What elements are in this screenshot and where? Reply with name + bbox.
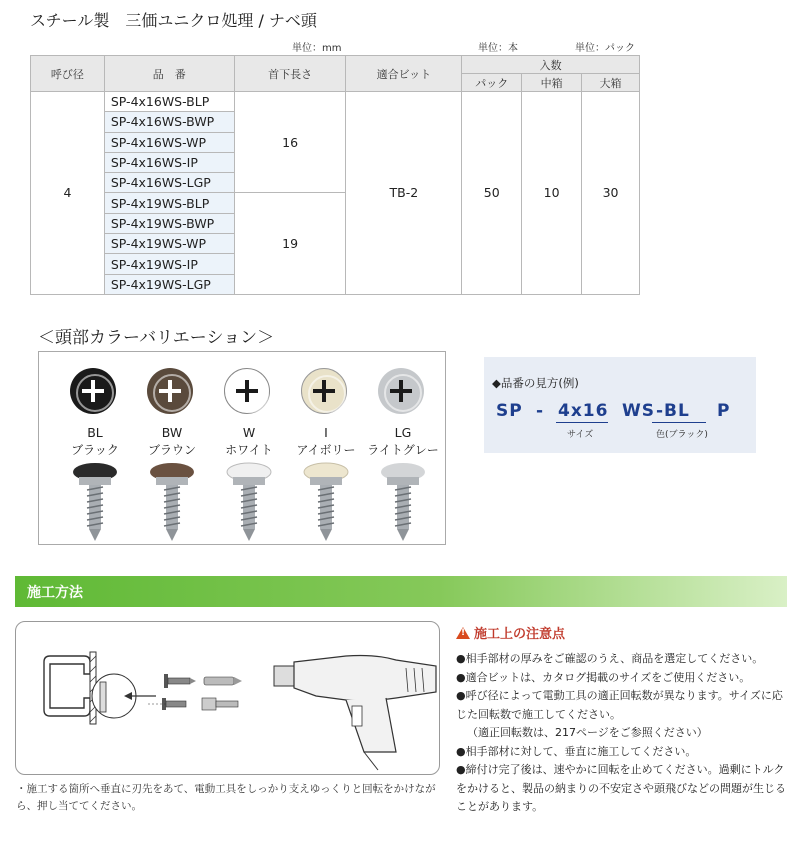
caution-item: ●締付け完了後は、速やかに回転を止めてください。過剰にトルクをかけると、製品の納まりの不安定さや頭飛びなどの問題が生じることがあります。 [456, 763, 786, 813]
color-chip [57, 352, 133, 546]
guide-part: -BL [656, 401, 690, 421]
screw-head-icon [224, 368, 270, 414]
part-number: SP-4x16WS-WP [104, 132, 234, 152]
color-chip [365, 352, 441, 546]
guide-part: WS [622, 401, 655, 421]
color-name: ライトグレー [367, 443, 439, 457]
part-number-guide [484, 357, 756, 453]
part-number: SP-4x19WS-IP [104, 254, 234, 274]
cell-qty-large: 30 [582, 92, 640, 295]
header-medium: 中箱 [522, 74, 582, 92]
color-chip [288, 352, 364, 546]
color-variation-title: ＜頭部カラーバリエーション＞ [38, 328, 275, 348]
color-name: ブラック [71, 443, 119, 457]
screw-icon [379, 460, 427, 542]
unit-hon-label: 単位：本 [478, 43, 518, 54]
caution-item: ●呼び径によって電動工具の適正回転数が異なります。サイズに応じた回転数で施工してください。 [456, 689, 783, 721]
cell-length: 19 [234, 193, 346, 294]
screw-icon [71, 460, 119, 542]
method-note: ・施工する箇所へ垂直に刃先をあて、電動工具をしっかり支えゆっくりと回転をかけながら、押し当ててください。 [16, 783, 436, 812]
color-label: 色(ブラック) [656, 430, 708, 440]
caution-item: ●相手部材の厚みをご確認のうえ、商品を選定してください。 [456, 652, 764, 665]
color-chip [134, 352, 210, 546]
caution-item: （適正回転数は、217ページをご参照ください） [467, 726, 708, 739]
unit-mm-label: 単位：mm [292, 43, 342, 54]
caution-header [456, 623, 565, 642]
part-number: SP-4x19WS-WP [104, 234, 234, 254]
part-number: SP-4x16WS-IP [104, 152, 234, 172]
header-pack: パック [462, 74, 522, 92]
guide-part: SP [496, 401, 523, 421]
part-number: SP-4x16WS-BLP [104, 92, 234, 112]
color-variation-panel [38, 351, 446, 545]
method-title: 施工方法 [27, 585, 83, 601]
header-large: 大箱 [582, 74, 640, 92]
color-code: I [324, 425, 328, 440]
cell-bit: TB-2 [346, 92, 462, 295]
header-qty: 入数 [462, 56, 640, 74]
color-code: W [242, 425, 256, 440]
header-diameter: 呼び径 [31, 56, 105, 92]
part-number: SP-4x16WS-BWP [104, 112, 234, 132]
cell-diameter: 4 [31, 92, 105, 295]
guide-part: 4x16 [558, 401, 609, 421]
screw-icon [148, 460, 196, 542]
part-number: SP-4x19WS-LGP [104, 274, 234, 294]
unit-pack-label: 単位：パック [575, 43, 635, 54]
color-chip [211, 352, 287, 546]
screw-icon [225, 460, 273, 542]
cell-qty-medium: 10 [522, 92, 582, 295]
header-length: 首下長さ [234, 56, 346, 92]
color-code: LG [394, 425, 412, 440]
header-part: 品 番 [104, 56, 234, 92]
screw-head-icon [301, 368, 347, 414]
installation-diagram [16, 622, 439, 774]
size-underline [556, 422, 608, 423]
guide-label: ◆品番の見方(例) [492, 376, 579, 390]
method-section-header [15, 576, 787, 607]
part-number: SP-4x19WS-BLP [104, 193, 234, 213]
spec-table [30, 55, 640, 295]
color-underline [652, 422, 706, 423]
screw-head-icon [147, 368, 193, 414]
color-code: BW [161, 425, 183, 440]
caution-title: 施工上の注意点 [474, 627, 566, 642]
size-label: サイズ [567, 430, 594, 440]
screw-icon [302, 460, 350, 542]
header-bit: 適合ビット [346, 56, 462, 92]
method-illustration [15, 621, 440, 775]
part-number: SP-4x16WS-LGP [104, 173, 234, 193]
color-code: BL [87, 425, 103, 440]
cell-length: 16 [234, 92, 346, 193]
color-name: アイボリー [296, 443, 356, 457]
warning-icon [456, 627, 470, 639]
part-number: SP-4x19WS-BWP [104, 213, 234, 233]
screw-head-icon [378, 368, 424, 414]
caution-item: ●相手部材に対して、垂直に施工してください。 [456, 744, 697, 758]
screw-head-icon [70, 368, 116, 414]
guide-part: - [536, 401, 545, 421]
page-title: スチール製 三価ユニクロ処理 / ナベ頭 [30, 11, 317, 30]
caution-item: ●適合ビットは、カタログ掲載のサイズをご使用ください。 [456, 670, 751, 684]
color-name: ホワイト [225, 443, 273, 457]
cell-qty-pack: 50 [462, 92, 522, 295]
caution-list [456, 650, 790, 817]
guide-part: P [717, 401, 731, 421]
color-name: ブラウン [147, 443, 196, 457]
